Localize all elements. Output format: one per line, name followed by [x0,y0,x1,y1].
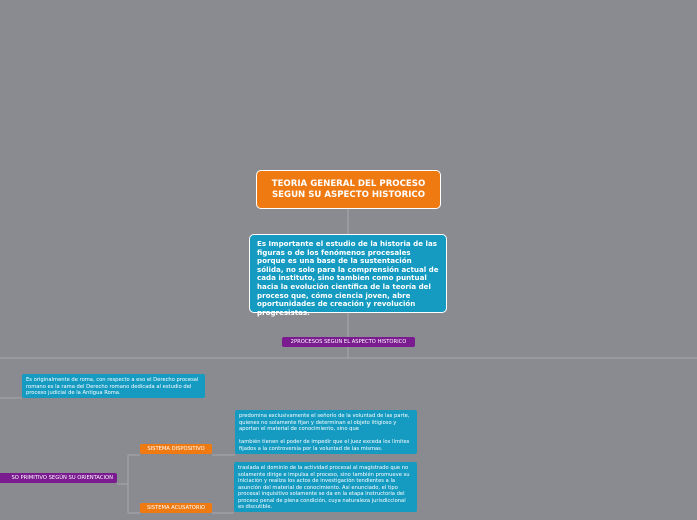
sistema-dispositivo-card[interactable] [235,410,417,454]
roma-note-text: Es originalmente de roma, con respecto a eso el Derecho procesal romano es la rama del Derecho romano dedicada al estudio del proceso judicial de la Antigua Roma. [26,377,199,396]
intro-topic[interactable] [249,234,447,317]
root-topic[interactable] [256,170,441,209]
left-topic-primitivo[interactable] [0,473,117,483]
sistema-dispositivo-label: SISTEMA DISPOSITIVO [147,446,205,452]
intro-topic-text: Es Importante el estudio de la historia de las figuras o de los fenómenos procesales porque es una base de la sustentación sólida, no solo para la comprensión actual de cada instituto, sino tambien como puntual hacia la evolución científica de la teoría del proceso que, cómo ciencia joven, abre oportunidades de creación y revolución progresistas. [257,239,439,317]
sistema-acusatorio-tag[interactable] [140,503,212,513]
roma-note-card[interactable] [22,374,205,398]
sistema-dispositivo-text-1: predomina exclusivamente el señorío de la voluntad de las parte, quienes no solamente fijan y determinan el objeto litigioso y aportan el material de conocimiento, sino que [239,413,410,432]
sistema-dispositivo-tag[interactable] [140,444,212,454]
sistema-acusatorio-label: SISTEMA ACUSATORIO [146,505,206,511]
sistema-dispositivo-text-2: también tienen el poder de impedir que el juez exceda los límites fijados a la controversia por la voluntad de las mismas. [239,439,410,452]
sistema-acusatorio-card[interactable] [234,462,417,512]
left-topic-label: SO PRIMITIVO SEGÚN SU ORIENTACION [11,475,113,481]
branch-label: 2PROCESOS SEGUN EL ASPECTO HISTORICO [290,339,407,345]
root-topic-title: TEORIA GENERAL DEL PROCESO SEGUN SU ASPECTO HISTORICO [271,179,426,200]
branch-procesos-historico[interactable] [282,337,415,347]
sistema-acusatorio-text: traslada el dominio de la actividad procesal al magistrado que no solamente dirige e impulsa el proceso, sino también promueve su iniciación y realiza los actos de investigación tendientes a la asunción del material de conocimiento. Así enunciado, el tipo procesal inquisitivo solamente se da en la etapa instructoria del proceso penal de plena condición, cuya naturaleza jurisdiccional es discutible. [238,465,410,510]
